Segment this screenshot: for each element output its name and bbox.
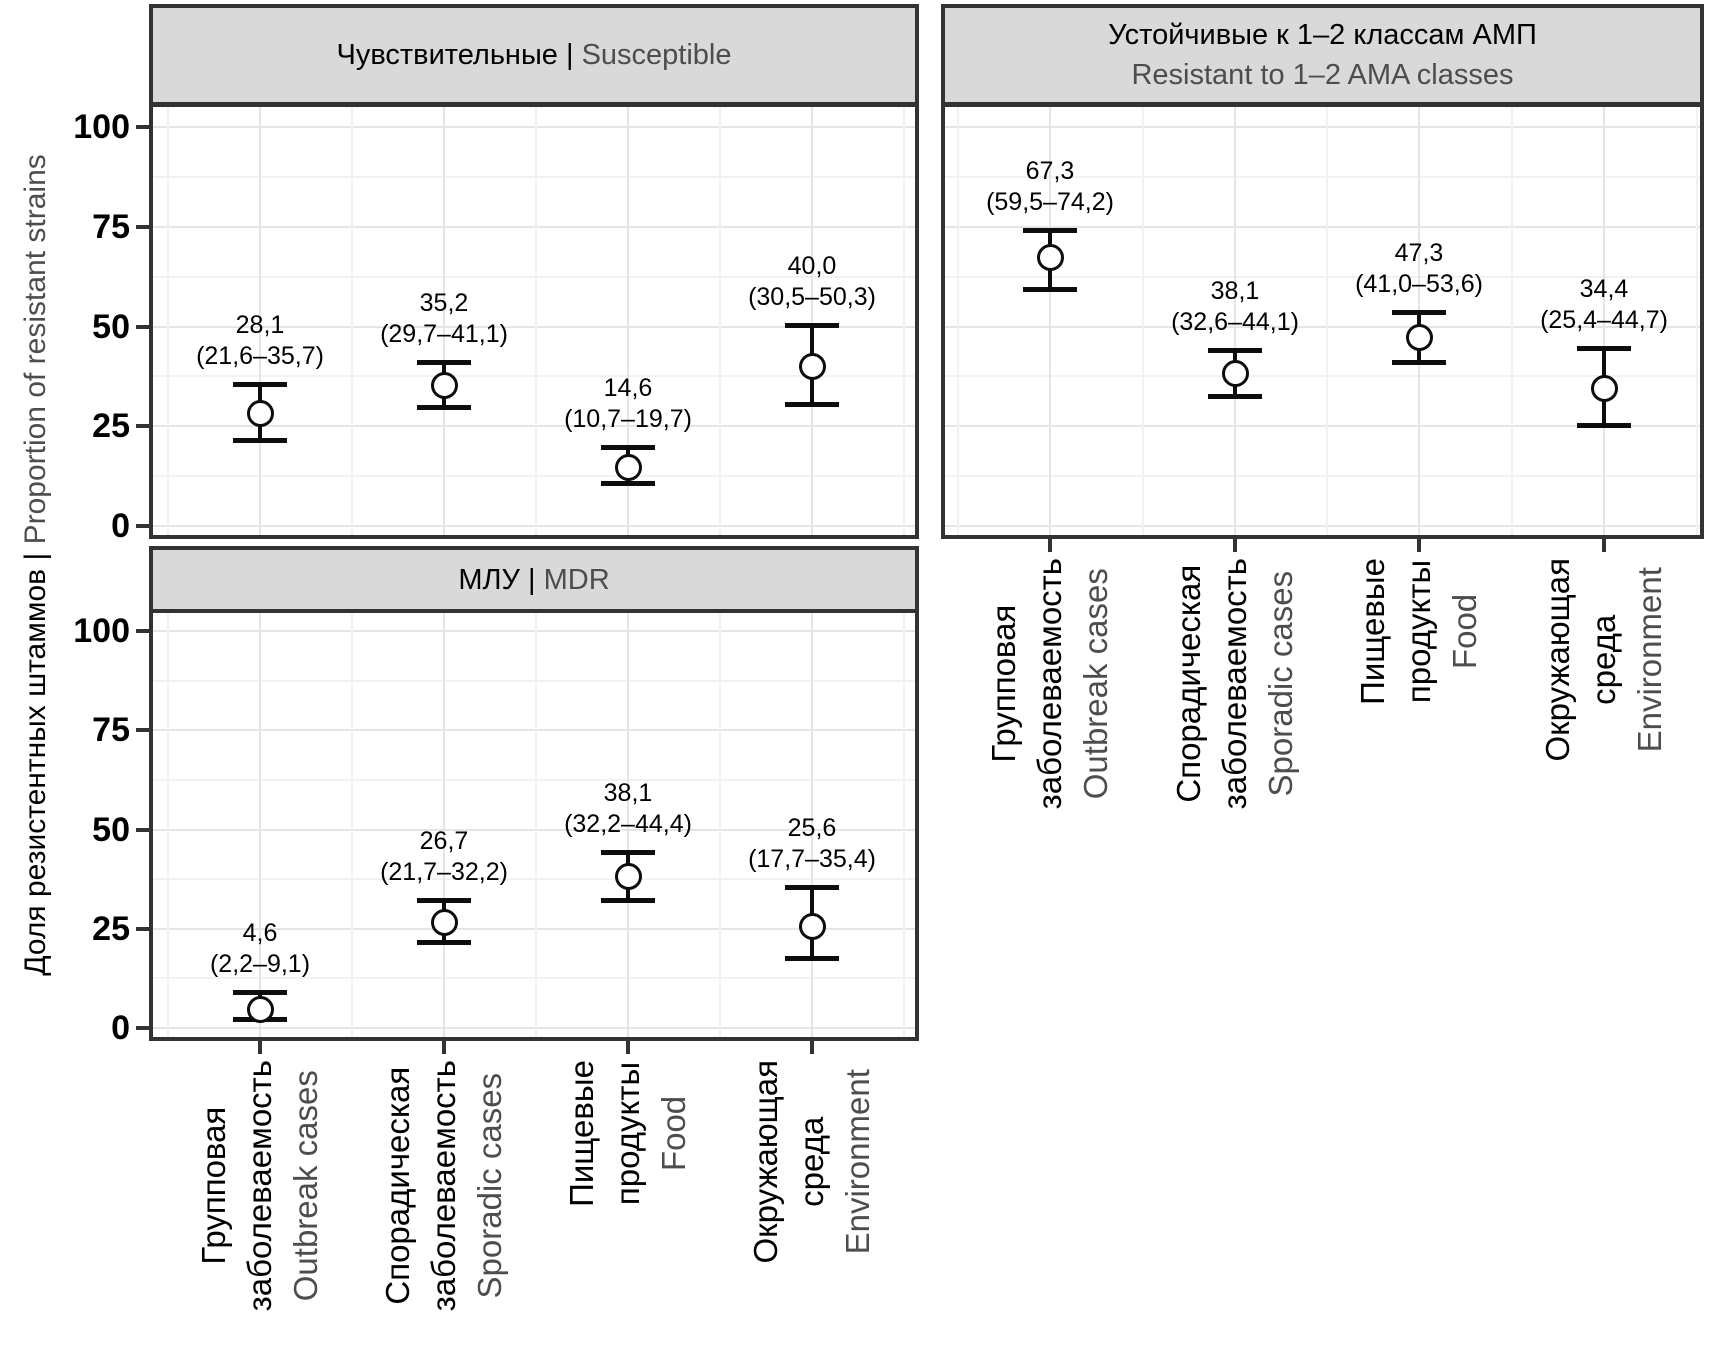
point-marker [799,913,826,940]
point-label [642,813,919,875]
point-value-label: 40,0 [787,252,837,281]
category-label-russian-line: среда [1585,614,1622,705]
category-label-russian-line: заболеваемость [1216,558,1253,810]
point-marker [431,909,458,936]
y-axis-tick-label: 75 [92,711,130,750]
category-label-russian-line: заболеваемость [1031,558,1068,810]
category-label [559,1060,697,1207]
point-value-label: 47,3 [1394,239,1444,268]
gridline-minor [153,176,915,178]
point-value-label: 34,4 [1579,274,1629,303]
point-label [149,918,430,980]
y-axis-tick-label: 75 [92,207,130,246]
error-bar-cap-top [1023,228,1077,233]
y-axis-tick [136,629,149,633]
category-label-russian-line: заболеваемость [241,1060,278,1312]
facet-strip-title [1108,15,1537,55]
gridline-major-vertical [443,613,445,1037]
plot-area-susceptible [149,103,919,539]
plot-area-mdr [149,609,919,1041]
error-bar-cap-top [417,360,471,365]
point-marker [247,400,274,427]
x-axis-tick [442,1041,446,1054]
category-label [1166,558,1304,809]
error-bar-cap-bottom [601,898,655,903]
x-axis-tick [1417,539,1421,552]
point-value-label: 38,1 [1210,277,1260,306]
category-label-russian-line: среда [793,1116,830,1207]
error-bar-cap-top [1577,346,1631,351]
point-ci-label: (10,7–19,7) [564,405,692,434]
x-axis-tick [258,1041,262,1054]
y-axis-tick-label: 100 [73,612,130,650]
error-bar-cap-bottom [601,481,655,486]
point-value-label: 67,3 [1025,156,1075,185]
point-label [274,288,614,350]
y-axis-tick [136,225,149,229]
gridline-major [153,126,915,128]
point-ci-label: (29,7–41,1) [380,320,508,348]
facet-strip-mdr [149,546,919,613]
category-label [981,558,1119,809]
gridline-major [153,729,915,731]
gridline-minor [945,375,1700,377]
error-bar-cap-top [417,898,471,903]
y-axis-title [18,154,54,976]
gridline-major [945,126,1700,128]
facet-strip-title [1131,55,1513,95]
y-axis-title-russian: Доля резистентных штаммов [19,568,52,976]
point-marker [1406,324,1433,351]
category-label-russian-line: Пищевые [563,1060,600,1207]
error-bar-cap-bottom [417,940,471,945]
error-bar-cap-bottom [233,438,287,443]
point-marker [1591,375,1618,402]
error-bar-cap-top [233,990,287,995]
y-axis-tick [136,927,149,931]
facet-strip-title [458,560,609,600]
error-bar-cap-top [1208,348,1262,353]
point-ci-label: (59,5–74,2) [986,187,1114,216]
category-label-russian-line: продукты [609,1061,646,1206]
y-axis-tick-label: 25 [92,909,130,948]
y-axis-tick-label: 0 [111,507,130,545]
x-axis-tick [810,1041,814,1054]
category-label [1350,558,1488,705]
y-axis-tick [136,424,149,428]
y-axis-tick [136,828,149,832]
y-axis-tick [136,325,149,329]
category-label-english-line: Food [1446,593,1483,670]
category-label [191,1060,329,1311]
point-value-label: 28,1 [235,310,285,339]
gridline-major [945,525,1700,527]
error-bar-cap-bottom [1577,423,1631,428]
gridline-minor [153,680,915,682]
facet-strip-susceptible [149,4,919,106]
point-ci-label: (30,5–50,3) [748,283,876,312]
category-label [375,1060,513,1311]
error-bar-cap-top [601,445,655,450]
gridline-minor [153,475,915,477]
category-label-russian-line: заболеваемость [425,1060,462,1312]
facet-strip-title [336,35,731,75]
gridline-major [153,630,915,632]
point-value-label: 26,7 [419,827,469,856]
error-bar-cap-bottom [785,402,839,407]
y-axis-tick-label: 25 [92,407,130,446]
gridline-minor-vertical [903,107,905,535]
category-label [743,1060,881,1264]
point-label [941,156,1220,218]
category-label-russian-line: Групповая [985,604,1022,763]
point-label [642,251,919,313]
category-label-russian-line: Спорадическая [379,1066,416,1305]
facet-strip-title-sep: | [519,563,544,596]
category-label-russian-line: Пищевые [1354,558,1391,705]
point-value-label: 4,6 [242,918,278,947]
error-bar-cap-top [785,323,839,328]
y-axis-title-separator: | [19,544,52,569]
point-value-label: 38,1 [603,778,653,807]
y-axis-tick-label: 100 [73,108,130,146]
facet-strip-title-ru: Чувствительные [336,39,558,71]
facet-strip-title-ru: МЛУ [458,563,520,596]
point-value-label: 25,6 [787,814,837,843]
point-ci-label: (21,7–32,2) [380,858,508,887]
point-ci-label: (17,7–35,4) [748,845,876,874]
y-axis-tick [136,728,149,732]
point-ci-label: (32,2–44,4) [564,809,692,838]
gridline-major [153,226,915,228]
category-label-russian-line: Спорадическая [1170,564,1207,803]
gridline-major [153,1027,915,1029]
point-value-label: 14,6 [603,374,653,403]
y-axis-tick [136,1026,149,1030]
point-marker [615,863,642,890]
error-bar-cap-bottom [1208,394,1262,399]
point-ci-label: (25,4–44,7) [1540,305,1668,334]
point-label [1434,274,1704,336]
error-bar-cap-top [785,885,839,890]
facet-strip-title-en: Susceptible [581,39,732,71]
facet-strip-title-ru: Устойчивые к 1–2 классам АМП [1108,19,1537,51]
facet-strip-title-en: MDR [543,563,610,596]
y-axis-tick-label: 50 [92,307,130,346]
category-label-english-line: Environment [1631,567,1668,753]
y-axis-title-english: Proportion of resistant strains [19,154,52,545]
point-label [458,373,798,435]
point-marker [1222,360,1249,387]
y-axis-tick-label: 0 [111,1009,130,1047]
gridline-minor [945,475,1700,477]
x-axis-tick [1233,539,1237,552]
point-marker [1037,244,1064,271]
category-label-english-line: Sporadic cases [1262,570,1299,797]
gridline-minor-vertical [719,107,721,535]
point-ci-label: (41,0–53,6) [1355,270,1483,299]
error-bar-cap-bottom [785,956,839,961]
error-bar-cap-bottom [1392,360,1446,365]
facet-strip-resistant-1-2 [941,4,1704,106]
point-marker [615,454,642,481]
plot-area-resistant-1-2 [941,103,1704,539]
y-axis-tick [136,524,149,528]
point-ci-label: (32,6–44,1) [1171,308,1299,337]
x-axis-tick [626,1041,630,1054]
x-axis-tick [1048,539,1052,552]
category-label-english-line: Food [655,1095,692,1172]
y-axis-tick-label: 50 [92,810,130,849]
point-value-label: 35,2 [419,289,469,317]
category-label-russian-line: Окружающая [747,1060,784,1264]
facet-strip-title-en: Resistant to 1–2 AMA classes [1131,59,1514,91]
category-label-english-line: Outbreak cases [1077,568,1114,800]
error-bar-cap-top [233,382,287,387]
category-label-russian-line: продукты [1400,559,1437,704]
category-label-russian-line: Окружающая [1539,558,1576,762]
y-axis-tick [136,125,149,129]
point-marker [247,996,274,1023]
point-ci-label: (2,2–9,1) [209,949,311,978]
category-label-russian-line: Групповая [195,1106,232,1265]
facet-strip-title-sep: | [557,39,582,71]
category-label [1535,558,1673,762]
gridline-major-vertical [811,107,813,535]
gridline-major [153,525,915,527]
point-marker [799,353,826,380]
point-ci-label: (21,6–35,7) [196,341,324,370]
category-label-english-line: Outbreak cases [287,1070,324,1302]
x-axis-tick [1602,539,1606,552]
point-marker [431,372,458,399]
category-label-english-line: Sporadic cases [471,1072,508,1299]
category-label-english-line: Environment [839,1069,876,1255]
